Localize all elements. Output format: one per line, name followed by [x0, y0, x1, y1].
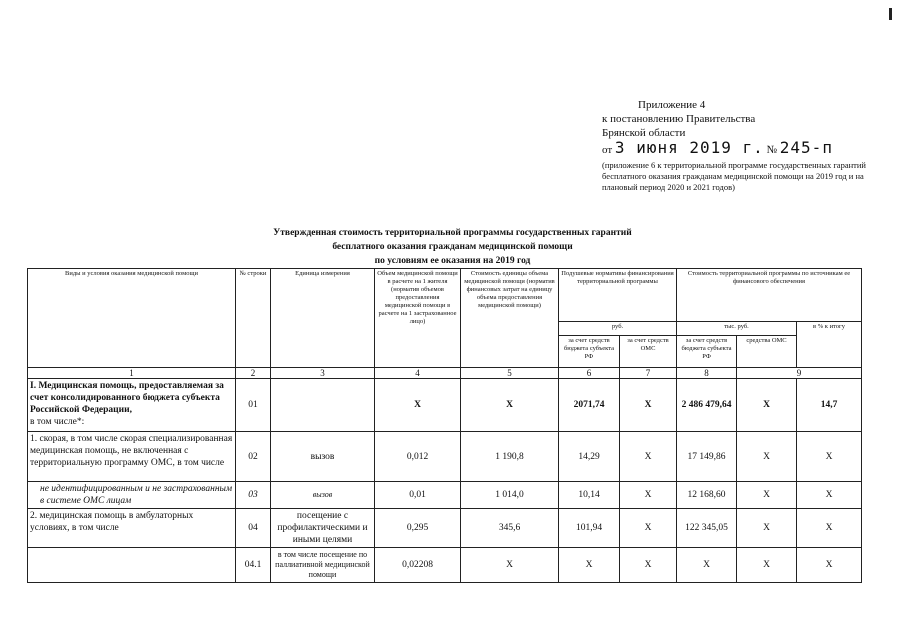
col-number: 3 — [271, 368, 375, 379]
col-number: 1 — [28, 368, 236, 379]
header-percent: в % к итогу — [797, 322, 862, 368]
row-number: 03 — [236, 482, 271, 509]
header-thous-rub: тыс. руб. — [677, 322, 797, 336]
row-total-budget: Х — [677, 548, 737, 583]
row-percent: 14,7 — [797, 379, 862, 432]
row-total-oms: Х — [737, 548, 797, 583]
appendix-title: Приложение 4 — [638, 99, 706, 111]
col-number: 4 — [375, 368, 461, 379]
appendix-line-region: Брянской области — [602, 127, 686, 139]
header-row-no: № строки — [236, 269, 271, 368]
table-title-line-3: по условиям ее оказания на 2019 год — [374, 256, 531, 266]
row-label: 1. скорая, в том числе скорая специализированная медицинская помощь, не включенная с территориальную программу ОМС, в том числе — [28, 432, 236, 482]
col-number: 2 — [236, 368, 271, 379]
header-cost: Стоимость единицы объема медицинской помощи (норматив финансовых затрат на единицу объема предоставления медицинской помощи) — [461, 269, 559, 368]
row-oms: Х — [620, 379, 677, 432]
column-numbers-row — [28, 368, 862, 379]
col-number: 6 — [559, 368, 620, 379]
row-volume: 0,01 — [375, 482, 461, 509]
table-header-row — [28, 269, 862, 322]
decree-date: 3 июня 2019 г. — [614, 138, 764, 157]
row-unit: вызов — [271, 482, 375, 509]
row-volume: 0,012 — [375, 432, 461, 482]
row-label — [28, 379, 236, 432]
decree-date-line — [602, 138, 892, 157]
header-per-capita: Подушевые нормативы финансирования территориальной программы — [559, 269, 677, 322]
row-unit — [271, 379, 375, 432]
table-row — [28, 379, 862, 432]
table-title-line-1: Утвержденная стоимость территориальной программы государственных гарантий — [273, 228, 632, 238]
row-cost: 345,6 — [461, 509, 559, 548]
row-volume: 0,295 — [375, 509, 461, 548]
col-number: 5 — [461, 368, 559, 379]
decree-number: 245-п — [779, 138, 833, 157]
header-budget-rf-2: за счет средств бюджета субъекта РФ — [677, 336, 737, 368]
table-row — [28, 482, 862, 509]
header-total-cost: Стоимость территориальной программы по источникам ее финансового обеспечения — [677, 269, 862, 322]
row-total-oms: Х — [737, 482, 797, 509]
row-total-budget: 17 149,86 — [677, 432, 737, 482]
row-percent: Х — [797, 548, 862, 583]
row-oms: Х — [620, 509, 677, 548]
row-label: 2. медицинская помощь в амбулаторных условиях, в том числе — [28, 509, 236, 548]
row-label: не идентифицированным и не застрахованным в системе ОМС лицам — [28, 482, 236, 509]
row-label-main: I. Медицинская помощь, предоставляемая за счет консолидированного бюджета субъекта Российской Федерации, — [30, 381, 224, 415]
row-volume: Х — [375, 379, 461, 432]
header-oms: за счет средств ОМС — [620, 336, 677, 368]
col-number: 7 — [620, 368, 677, 379]
row-total-oms: Х — [737, 509, 797, 548]
row-cost: Х — [461, 379, 559, 432]
row-total-budget: 12 168,60 — [677, 482, 737, 509]
row-budget: 2071,74 — [559, 379, 620, 432]
row-cost: 1 190,8 — [461, 432, 559, 482]
row-total-budget: 2 486 479,64 — [677, 379, 737, 432]
header-rub: руб. — [559, 322, 677, 336]
row-total-oms: Х — [737, 379, 797, 432]
row-label-sub: в том числе*: — [30, 417, 85, 427]
header-kinds: Виды и условия оказания медицинской помощи — [28, 269, 236, 368]
scan-mark — [889, 8, 892, 20]
row-label — [28, 548, 236, 583]
row-number: 04 — [236, 509, 271, 548]
row-number: 02 — [236, 432, 271, 482]
row-unit: в том числе посещение по паллиативной медицинской помощи — [271, 548, 375, 583]
header-volume: Объем медицинской помощи в расчете на 1 жителя (норматив объемов предоставления медицинской помощи в расчете на 1 застрахованное лицо) — [375, 269, 461, 368]
row-unit: вызов — [271, 432, 375, 482]
cost-table — [27, 268, 862, 583]
row-total-budget: 122 345,05 — [677, 509, 737, 548]
row-percent: Х — [797, 432, 862, 482]
row-budget: Х — [559, 548, 620, 583]
header-budget-rf: за счет средств бюджета субъекта РФ — [559, 336, 620, 368]
row-total-oms: Х — [737, 432, 797, 482]
row-unit: посещение с профилактическими и иными целями — [271, 509, 375, 548]
row-oms: Х — [620, 548, 677, 583]
col-number: 9 — [737, 368, 862, 379]
row-number: 01 — [236, 379, 271, 432]
row-cost: 1 014,0 — [461, 482, 559, 509]
row-cost: Х — [461, 548, 559, 583]
header-oms-2: средства ОМС — [737, 336, 797, 368]
table-row — [28, 509, 862, 548]
date-prefix: от — [602, 144, 613, 156]
row-budget: 101,94 — [559, 509, 620, 548]
row-volume: 0,02208 — [375, 548, 461, 583]
row-oms: Х — [620, 482, 677, 509]
row-budget: 10,14 — [559, 482, 620, 509]
appendix-header — [602, 98, 892, 193]
table-title-line-2: бесплатного оказания гражданам медицинской помощи — [332, 242, 573, 252]
row-number: 04.1 — [236, 548, 271, 583]
number-prefix: № — [766, 144, 778, 156]
table-row — [28, 432, 862, 482]
table-row — [28, 548, 862, 583]
col-number: 8 — [677, 368, 737, 379]
row-budget: 14,29 — [559, 432, 620, 482]
row-oms: Х — [620, 432, 677, 482]
header-unit: Единица измерения — [271, 269, 375, 368]
row-percent: Х — [797, 482, 862, 509]
row-percent: Х — [797, 509, 862, 548]
appendix-note: (приложение 6 к территориальной программе государственных гарантий бесплатного оказания гражданам медицинской помощи на 2019 год и на плановый период 2020 и 2021 годов) — [602, 160, 866, 192]
appendix-line-decree: к постановлению Правительства — [602, 113, 756, 125]
